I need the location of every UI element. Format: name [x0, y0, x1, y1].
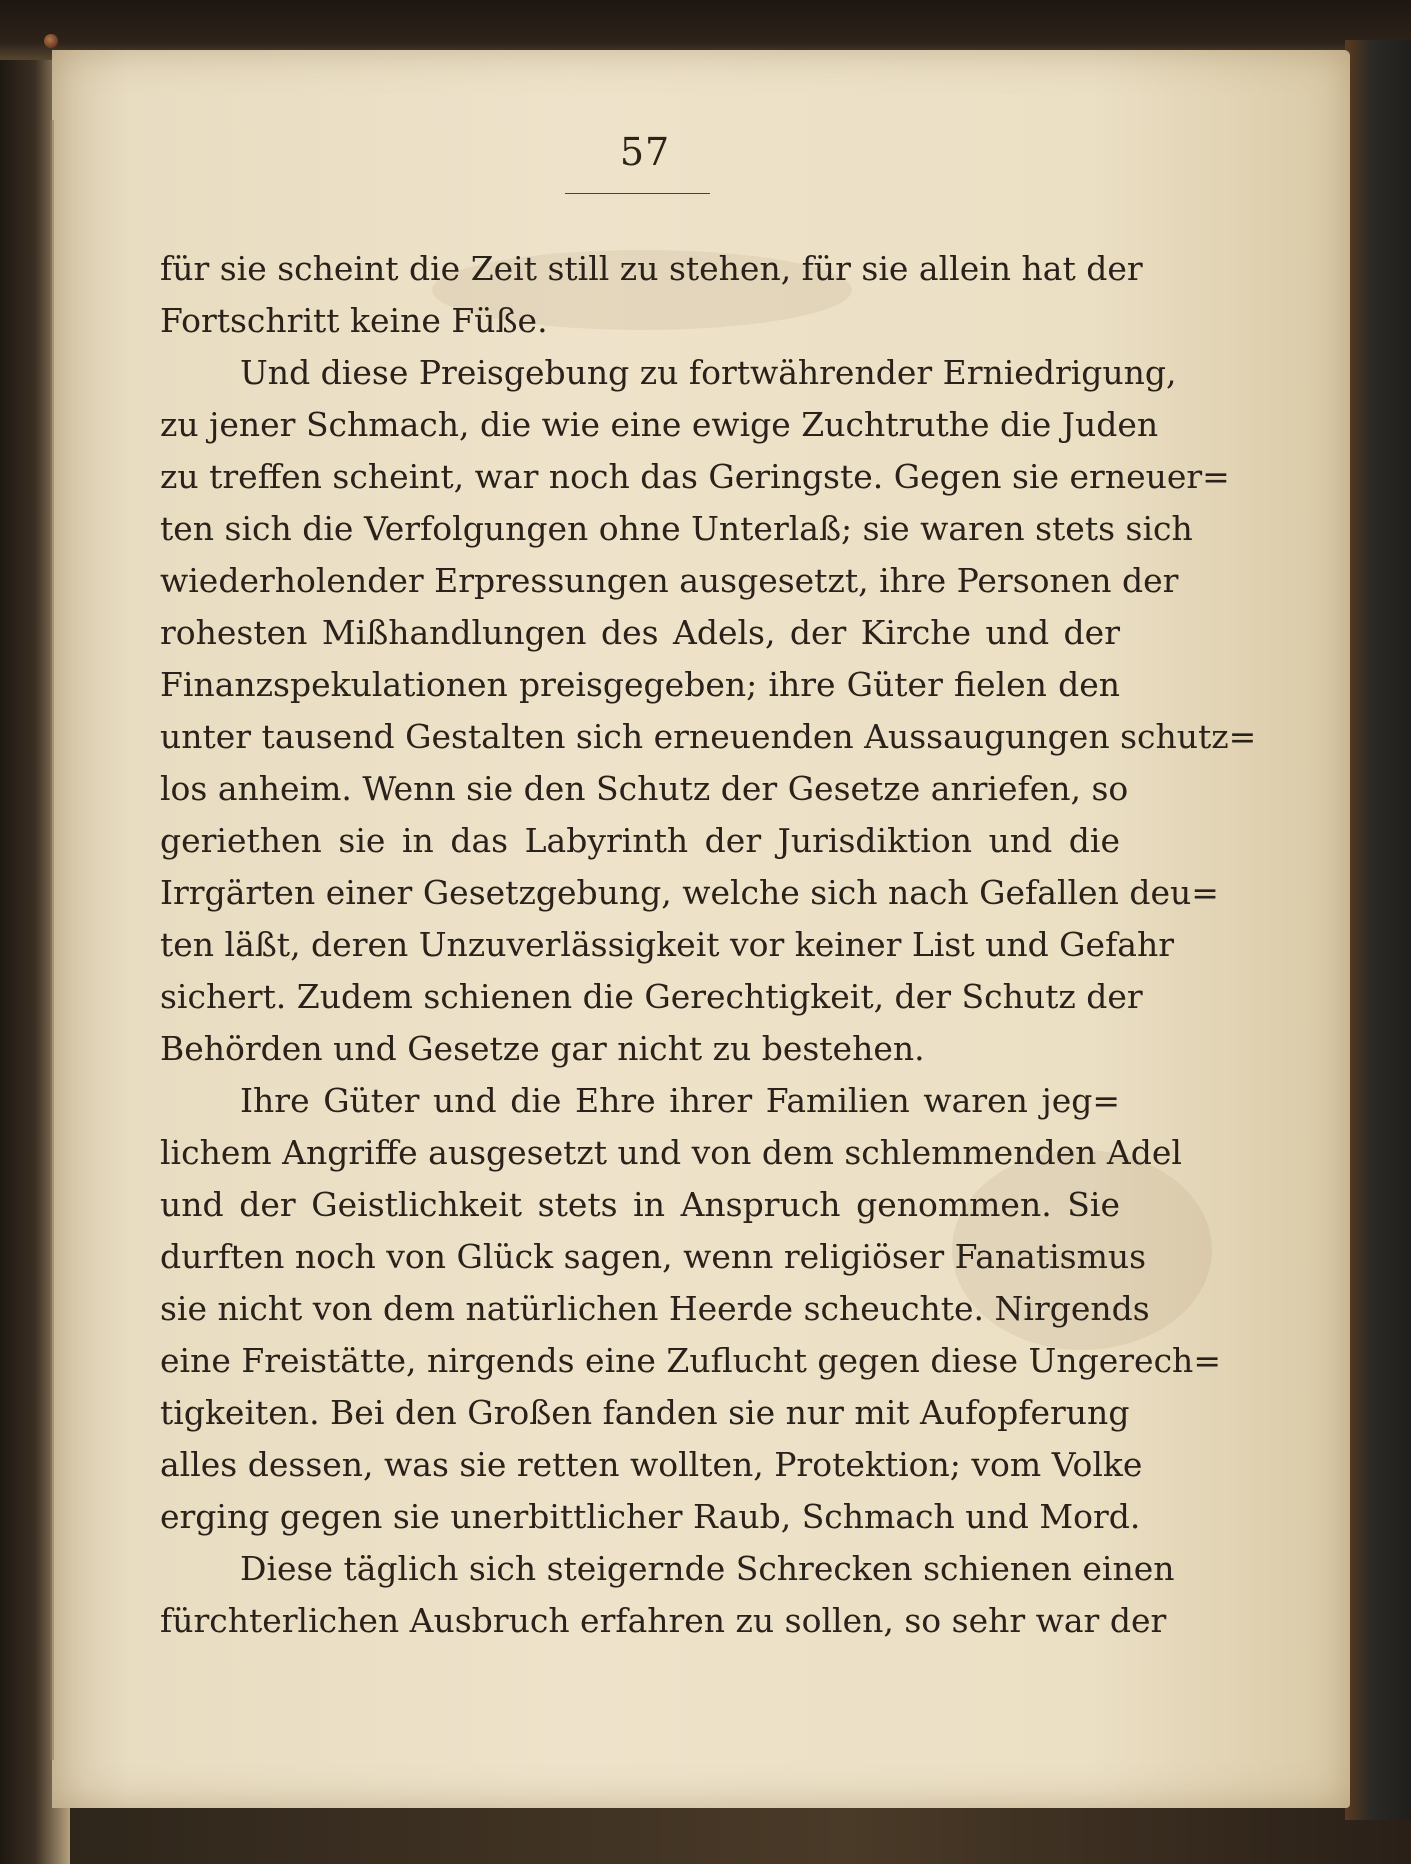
binding-rivet [44, 34, 58, 48]
text-line: fürchterlichen Ausbruch erfahren zu sollen, so sehr war der [160, 1601, 1167, 1640]
text-line: sichert. Zudem schienen die Gerechtigkeit, der Schutz der [160, 977, 1143, 1016]
text-line: Irrgärten einer Gesetzgebung, welche sich nach Gefallen deu= [160, 873, 1219, 912]
text-line: sie nicht von dem natürlichen Heerde scheuchte. Nirgends [160, 1289, 1150, 1328]
page-number: 57 [619, 130, 671, 174]
text-line: lichem Angriffe ausgesetzt und von dem schlemmenden Adel [160, 1133, 1182, 1172]
text-line: tigkeiten. Bei den Großen fanden sie nur mit Aufopferung [160, 1393, 1130, 1432]
text-line: erging gegen sie unerbittlicher Raub, Schmach und Mord. [160, 1497, 1141, 1536]
text-line: für sie scheint die Zeit still zu stehen, für sie allein hat der [160, 249, 1143, 288]
text-line: Behörden und Gesetze gar nicht zu bestehen. [160, 1029, 925, 1068]
text-line: Ihre Güter und die Ehre ihrer Familien waren jeg= [240, 1081, 1120, 1120]
book-cover-edge [1345, 40, 1411, 1820]
text-line: geriethen sie in das Labyrinth der Jurisdiktion und die [160, 821, 1120, 860]
text-line: durften noch von Glück sagen, wenn religiöser Fanatismus [160, 1237, 1147, 1276]
header-rule [565, 193, 710, 194]
text-line: zu jener Schmach, die wie eine ewige Zuchtruthe die Juden [160, 405, 1159, 444]
text-line: eine Freistätte, nirgends eine Zuflucht gegen diese Ungerech= [160, 1341, 1221, 1380]
text-line: alles dessen, was sie retten wollten, Protektion; vom Volke [160, 1445, 1143, 1484]
text-line: und der Geistlichkeit stets in Anspruch genommen. Sie [160, 1185, 1120, 1224]
text-line: unter tausend Gestalten sich erneuenden Aussaugungen schutz= [160, 717, 1257, 756]
text-line: wiederholender Erpressungen ausgesetzt, ihre Personen der [160, 561, 1179, 600]
gutter-fold [50, 120, 54, 1760]
text-line: Und diese Preisgebung zu fortwährender Erniedrigung, [240, 353, 1177, 392]
text-line: los anheim. Wenn sie den Schutz der Gesetze anriefen, so [160, 769, 1129, 808]
text-line: zu treffen scheint, war noch das Geringste. Gegen sie erneuer= [160, 457, 1230, 496]
body-text [160, 243, 1257, 1647]
text-line: ten läßt, deren Unzuverlässigkeit vor keiner List und Gefahr [160, 925, 1174, 964]
text-line: Finanzspekulationen preisgegeben; ihre Güter fielen den [160, 665, 1120, 704]
text-line: Fortschritt keine Füße. [160, 301, 548, 340]
text-line: rohesten Mißhandlungen des Adels, der Kirche und der [160, 613, 1120, 652]
text-line: ten sich die Verfolgungen ohne Unterlaß; sie waren stets sich [160, 509, 1193, 548]
text-line: Diese täglich sich steigernde Schrecken schienen einen [240, 1549, 1175, 1588]
